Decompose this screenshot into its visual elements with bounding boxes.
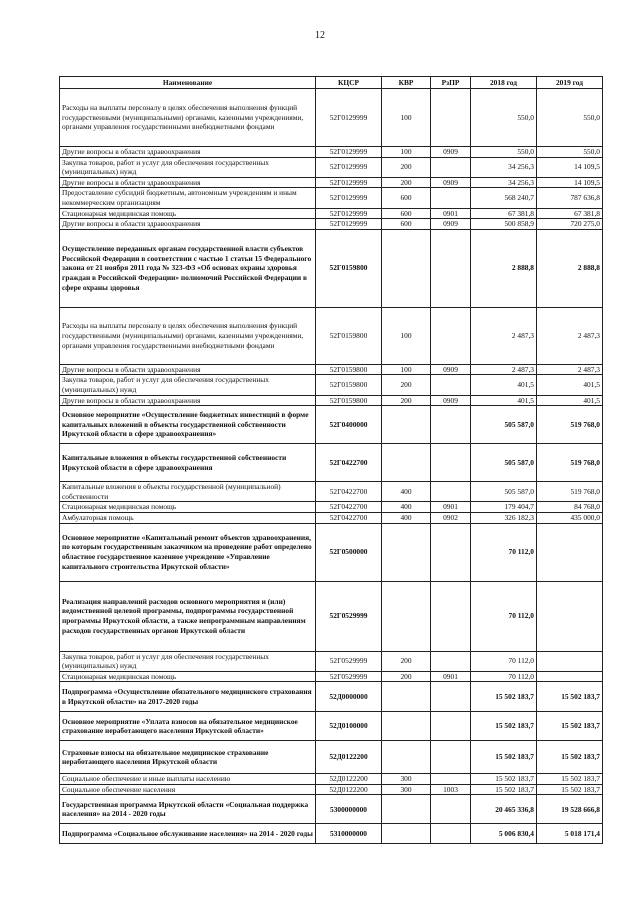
cell-kcsr: 52Г0129999 xyxy=(316,147,382,158)
cell-2018: 401,5 xyxy=(471,375,537,395)
cell-rzpr xyxy=(431,741,471,774)
cell-kcsr: 52Г0129999 xyxy=(316,157,382,177)
cell-2018: 505 587,0 xyxy=(471,482,537,502)
cell-rzpr xyxy=(431,406,471,444)
cell-name: Стационарная медицинская помощь xyxy=(60,208,316,219)
cell-kvr xyxy=(382,824,431,844)
cell-kvr: 600 xyxy=(382,219,431,230)
cell-name: Капитальные вложения в объекты государственной (муниципальной) собственности xyxy=(60,482,316,502)
cell-kvr xyxy=(382,682,431,712)
cell-kcsr: 52Г0159800 xyxy=(316,395,382,406)
cell-2019: 401,5 xyxy=(537,375,603,395)
cell-2019: 2 888,8 xyxy=(537,229,603,307)
cell-rzpr xyxy=(431,307,471,364)
cell-2019: 519 768,0 xyxy=(537,444,603,482)
cell-name: Основное мероприятие «Уплата взносов на обязательное медицинское страхование неработающего населения Иркутской области» xyxy=(60,712,316,741)
table-row xyxy=(60,208,603,219)
table-row xyxy=(60,512,603,523)
cell-kvr: 600 xyxy=(382,208,431,219)
cell-2019: 14 109,5 xyxy=(537,177,603,188)
cell-rzpr xyxy=(431,712,471,741)
cell-name: Закупка товаров, работ и услуг для обеспечения государственных (муниципальных) нужд xyxy=(60,157,316,177)
cell-kvr: 200 xyxy=(382,177,431,188)
cell-2019: 519 768,0 xyxy=(537,406,603,444)
cell-name: Предоставление субсидий бюджетным, автономным учреждениям и иным некоммерческим организациям xyxy=(60,188,316,208)
cell-2019: 15 502 183,7 xyxy=(537,774,603,785)
cell-2018: 70 112,0 xyxy=(471,523,537,581)
cell-2018: 550,0 xyxy=(471,147,537,158)
cell-kcsr: 52Г0129999 xyxy=(316,188,382,208)
table-row xyxy=(60,188,603,208)
cell-rzpr xyxy=(431,444,471,482)
cell-2019: 550,0 xyxy=(537,89,603,147)
cell-kvr: 200 xyxy=(382,395,431,406)
cell-rzpr xyxy=(431,375,471,395)
table-row xyxy=(60,795,603,824)
cell-2019: 15 502 183,7 xyxy=(537,682,603,712)
cell-2019: 2 487,3 xyxy=(537,364,603,375)
table-row xyxy=(60,671,603,682)
cell-kcsr: 52Г0529999 xyxy=(316,671,382,682)
cell-2018: 5 006 830,4 xyxy=(471,824,537,844)
cell-2018: 500 858,9 xyxy=(471,219,537,230)
cell-2018: 15 502 183,7 xyxy=(471,682,537,712)
cell-kcsr: 52Г0422700 xyxy=(316,444,382,482)
cell-kcsr: 52Г0529999 xyxy=(316,651,382,671)
cell-2019: 84 768,0 xyxy=(537,502,603,513)
cell-rzpr: 0901 xyxy=(431,671,471,682)
cell-name: Стационарная медицинская помощь xyxy=(60,671,316,682)
cell-name: Государственная программа Иркутской области «Социальная поддержка населения» на 2014 - 2020 годы xyxy=(60,795,316,824)
cell-name: Расходы на выплаты персоналу в целях обеспечения выполнения функций государственными (муниципальными) органами, казенными учреждениями, органами управления государственными внебюджетными фондами xyxy=(60,89,316,147)
cell-2019: 787 636,8 xyxy=(537,188,603,208)
cell-kvr: 100 xyxy=(382,307,431,364)
cell-kcsr: 52Д0122200 xyxy=(316,774,382,785)
table-row xyxy=(60,523,603,581)
cell-name: Другие вопросы в области здравоохранения xyxy=(60,177,316,188)
table-row xyxy=(60,774,603,785)
cell-rzpr: 0909 xyxy=(431,364,471,375)
cell-2019: 67 381,8 xyxy=(537,208,603,219)
cell-kcsr: 52Г0129999 xyxy=(316,177,382,188)
cell-kcsr: 52Д0100000 xyxy=(316,712,382,741)
cell-2019: 435 000,0 xyxy=(537,512,603,523)
cell-kcsr: 52Г0129999 xyxy=(316,208,382,219)
table-row xyxy=(60,147,603,158)
cell-2019: 14 109,5 xyxy=(537,157,603,177)
cell-kcsr: 52Г0422700 xyxy=(316,482,382,502)
table-row xyxy=(60,712,603,741)
cell-kvr xyxy=(382,523,431,581)
cell-2019: 15 502 183,7 xyxy=(537,741,603,774)
table-row xyxy=(60,219,603,230)
budget-table xyxy=(59,76,603,844)
header-rzpr: РзПР xyxy=(431,77,471,89)
cell-rzpr: 0909 xyxy=(431,147,471,158)
cell-2018: 15 502 183,7 xyxy=(471,712,537,741)
cell-rzpr xyxy=(431,89,471,147)
cell-kcsr: 52Г0129999 xyxy=(316,89,382,147)
header-name: Наименование xyxy=(60,77,316,89)
cell-2018: 15 502 183,7 xyxy=(471,774,537,785)
cell-2018: 326 182,3 xyxy=(471,512,537,523)
cell-2019 xyxy=(537,671,603,682)
cell-2019 xyxy=(537,581,603,651)
cell-rzpr: 0909 xyxy=(431,219,471,230)
cell-2019: 550,0 xyxy=(537,147,603,158)
table-row xyxy=(60,375,603,395)
table-row xyxy=(60,395,603,406)
cell-kvr: 400 xyxy=(382,502,431,513)
cell-kvr: 200 xyxy=(382,157,431,177)
table-row xyxy=(60,307,603,364)
cell-rzpr: 1003 xyxy=(431,784,471,795)
cell-name: Страховые взносы на обязательное медицинское страхование неработающего населения Иркутской области xyxy=(60,741,316,774)
cell-kcsr: 5300000000 xyxy=(316,795,382,824)
cell-name: Другие вопросы в области здравоохранения xyxy=(60,364,316,375)
cell-kvr xyxy=(382,406,431,444)
table-row xyxy=(60,581,603,651)
cell-name: Подпрограмма «Социальное обслуживание населения» на 2014 - 2020 годы xyxy=(60,824,316,844)
cell-name: Капитальные вложения в объекты государственной собственности Иркутской области в сфере здравоохранения xyxy=(60,444,316,482)
cell-rzpr xyxy=(431,824,471,844)
cell-kvr: 200 xyxy=(382,671,431,682)
cell-name: Реализация направлений расходов основного мероприятия и (или) ведомственной целевой программы, подпрограммы государственной программы Иркутской области, а также непрограммным направлениям расходов государственных органов Иркутской области xyxy=(60,581,316,651)
table-row xyxy=(60,444,603,482)
cell-name: Закупка товаров, работ и услуг для обеспечения государственных (муниципальных) нужд xyxy=(60,651,316,671)
cell-kvr xyxy=(382,795,431,824)
cell-name: Социальное обеспечение и иные выплаты населению xyxy=(60,774,316,785)
cell-rzpr: 0909 xyxy=(431,395,471,406)
cell-rzpr: 0902 xyxy=(431,512,471,523)
cell-2018: 2 888,8 xyxy=(471,229,537,307)
cell-rzpr: 0901 xyxy=(431,502,471,513)
cell-rzpr xyxy=(431,482,471,502)
cell-name: Стационарная медицинская помощь xyxy=(60,502,316,513)
cell-name: Амбулаторная помощь xyxy=(60,512,316,523)
cell-name: Подпрограмма «Осуществление обязательного медицинского страхования в Иркутской области» на 2017-2020 годы xyxy=(60,682,316,712)
cell-rzpr xyxy=(431,523,471,581)
cell-2018: 15 502 183,7 xyxy=(471,784,537,795)
cell-kvr xyxy=(382,444,431,482)
cell-2018: 568 240,7 xyxy=(471,188,537,208)
cell-rzpr xyxy=(431,157,471,177)
cell-2018: 67 381,8 xyxy=(471,208,537,219)
cell-2018: 505 587,0 xyxy=(471,406,537,444)
cell-kvr: 400 xyxy=(382,512,431,523)
cell-2019: 5 018 171,4 xyxy=(537,824,603,844)
cell-rzpr xyxy=(431,581,471,651)
cell-name: Осуществление переданных органам государственной власти субъектов Российской Федерации в соответствии с частью 1 статьи 15 Федерального закона от 21 ноября 2011 года № 323-ФЗ «Об основах охраны здоровья граждан в Российской Федерации» полномочий Российской Федерации в сфере охраны здоровья xyxy=(60,229,316,307)
cell-kcsr: 52Г0422700 xyxy=(316,512,382,523)
cell-kvr: 400 xyxy=(382,482,431,502)
table-row xyxy=(60,651,603,671)
cell-kcsr: 52Г0159800 xyxy=(316,229,382,307)
cell-name: Основное мероприятие «Капитальный ремонт объектов здравоохранения, по которым государственным заказчиком на проведение работ определено областное государственное казенное учреждение «Управление капитального строительства Иркутской области» xyxy=(60,523,316,581)
cell-name: Другие вопросы в области здравоохранения xyxy=(60,219,316,230)
header-2018: 2018 год xyxy=(471,77,537,89)
table-row xyxy=(60,784,603,795)
cell-kvr: 100 xyxy=(382,89,431,147)
cell-2019 xyxy=(537,523,603,581)
cell-kcsr: 52Д0000000 xyxy=(316,682,382,712)
table-row xyxy=(60,177,603,188)
table-row xyxy=(60,682,603,712)
cell-kvr: 300 xyxy=(382,774,431,785)
cell-2019: 720 275,0 xyxy=(537,219,603,230)
cell-rzpr xyxy=(431,774,471,785)
cell-2018: 2 487,3 xyxy=(471,364,537,375)
cell-kcsr: 52Г0159800 xyxy=(316,375,382,395)
table-row xyxy=(60,502,603,513)
cell-kvr: 100 xyxy=(382,147,431,158)
cell-2019: 2 487,3 xyxy=(537,307,603,364)
cell-kcsr: 5310000000 xyxy=(316,824,382,844)
cell-2019: 519 768,0 xyxy=(537,482,603,502)
cell-kcsr: 52Д0122200 xyxy=(316,784,382,795)
cell-kcsr: 52Г0422700 xyxy=(316,502,382,513)
table-row xyxy=(60,364,603,375)
cell-rzpr: 0909 xyxy=(431,177,471,188)
cell-kvr: 100 xyxy=(382,364,431,375)
cell-kvr: 200 xyxy=(382,651,431,671)
table-header-row xyxy=(60,77,603,89)
table-row xyxy=(60,89,603,147)
cell-kcsr: 52Г0529999 xyxy=(316,581,382,651)
cell-rzpr xyxy=(431,188,471,208)
cell-2018: 70 112,0 xyxy=(471,671,537,682)
cell-2018: 34 256,3 xyxy=(471,157,537,177)
cell-2019: 15 502 183,7 xyxy=(537,712,603,741)
header-2019: 2019 год xyxy=(537,77,603,89)
cell-kcsr: 52Г0129999 xyxy=(316,219,382,230)
cell-2018: 34 256,3 xyxy=(471,177,537,188)
cell-2018: 70 112,0 xyxy=(471,651,537,671)
cell-2019: 19 528 666,8 xyxy=(537,795,603,824)
cell-2018: 550,0 xyxy=(471,89,537,147)
cell-kvr xyxy=(382,229,431,307)
cell-kvr: 600 xyxy=(382,188,431,208)
cell-2018: 15 502 183,7 xyxy=(471,741,537,774)
cell-name: Другие вопросы в области здравоохранения xyxy=(60,147,316,158)
header-kcsr: КЦСР xyxy=(316,77,382,89)
cell-2019: 15 502 183,7 xyxy=(537,784,603,795)
cell-2018: 401,5 xyxy=(471,395,537,406)
cell-kvr xyxy=(382,741,431,774)
cell-name: Закупка товаров, работ и услуг для обеспечения государственных (муниципальных) нужд xyxy=(60,375,316,395)
cell-2018: 20 465 336,8 xyxy=(471,795,537,824)
cell-kcsr: 52Г0159800 xyxy=(316,307,382,364)
cell-kcsr: 52Д0122200 xyxy=(316,741,382,774)
cell-rzpr xyxy=(431,682,471,712)
cell-name: Основное мероприятие «Осуществление бюджетных инвестиций в форме капитальных вложений в объекты государственной собственности Иркутской области в сфере здравоохранения» xyxy=(60,406,316,444)
cell-name: Расходы на выплаты персоналу в целях обеспечения выполнения функций государственными (муниципальными) органами, казенными учреждениями, органами управления государственными внебюджетными фондами xyxy=(60,307,316,364)
cell-rzpr xyxy=(431,229,471,307)
cell-2018: 70 112,0 xyxy=(471,581,537,651)
cell-kvr: 300 xyxy=(382,784,431,795)
cell-rzpr xyxy=(431,795,471,824)
cell-kvr: 200 xyxy=(382,375,431,395)
table-row xyxy=(60,157,603,177)
cell-kvr xyxy=(382,581,431,651)
header-kvr: КВР xyxy=(382,77,431,89)
cell-2018: 179 404,7 xyxy=(471,502,537,513)
cell-kvr xyxy=(382,712,431,741)
table-row xyxy=(60,741,603,774)
cell-name: Социальное обеспечение населения xyxy=(60,784,316,795)
cell-kcsr: 52Г0400000 xyxy=(316,406,382,444)
cell-rzpr: 0901 xyxy=(431,208,471,219)
table-row xyxy=(60,406,603,444)
cell-kcsr: 52Г0500000 xyxy=(316,523,382,581)
table-row xyxy=(60,824,603,844)
cell-rzpr xyxy=(431,651,471,671)
cell-kcsr: 52Г0159800 xyxy=(316,364,382,375)
page-number: 12 xyxy=(315,30,325,41)
cell-2018: 2 487,3 xyxy=(471,307,537,364)
table-row xyxy=(60,229,603,307)
table-row xyxy=(60,482,603,502)
cell-name: Другие вопросы в области здравоохранения xyxy=(60,395,316,406)
cell-2018: 505 587,0 xyxy=(471,444,537,482)
cell-2019 xyxy=(537,651,603,671)
cell-2019: 401,5 xyxy=(537,395,603,406)
